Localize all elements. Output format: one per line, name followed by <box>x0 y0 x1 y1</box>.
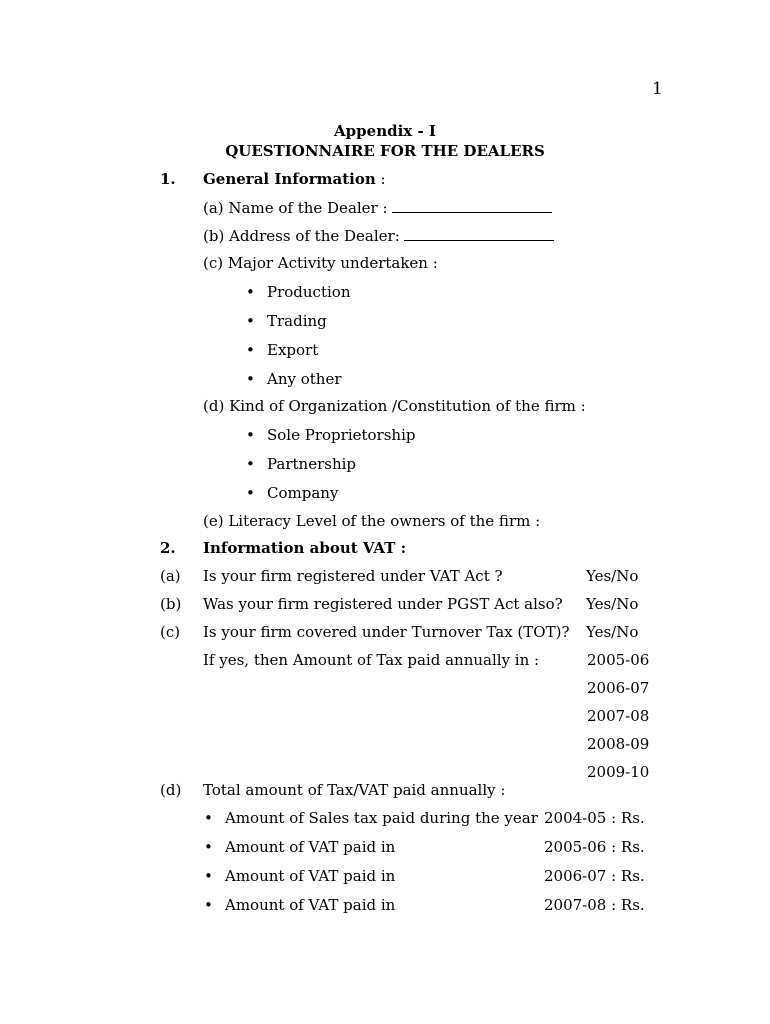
tax-item-value: 2005-06 : Rs. <box>544 838 645 856</box>
dealer-address-label: (b) Address of the Dealer: <box>203 227 400 245</box>
section2-number: 2. <box>160 539 176 557</box>
org-option-partnership: • Partnership <box>267 457 356 472</box>
activity-option-any-other: • Any other <box>267 372 342 387</box>
vat-question-a-answer: Yes/No <box>586 567 639 585</box>
dealer-address-line <box>203 228 554 244</box>
section1-heading-line <box>203 172 386 187</box>
vat-question-a-label: (a) <box>160 567 181 585</box>
vat-question-a-text: Is your firm registered under VAT Act ? <box>203 567 503 585</box>
section1-heading: General Information <box>203 170 376 188</box>
vat-question-d-text: Total amount of Tax/VAT paid annually : <box>203 781 506 799</box>
organization-kind-label: (d) Kind of Organization /Constitution of the firm : <box>203 397 586 415</box>
vat-question-b-text: Was your firm registered under PGST Act also? <box>203 595 563 613</box>
vat-question-c-answer: Yes/No <box>586 623 639 641</box>
year-2008-09: 2008-09 <box>587 735 650 753</box>
document-title: Appendix - I <box>334 122 436 140</box>
org-option-company: • Company <box>267 486 338 501</box>
dealer-name-blank[interactable] <box>392 200 552 213</box>
literacy-level-label: (e) Literacy Level of the owners of the firm : <box>203 512 541 530</box>
if-yes-text: If yes, then Amount of Tax paid annually in : <box>203 651 540 669</box>
dealer-name-label: (a) Name of the Dealer : <box>203 199 388 217</box>
tax-item-text: • Amount of VAT paid in <box>225 869 395 884</box>
activity-option-export: • Export <box>267 343 318 358</box>
section1-heading-colon: : <box>380 170 386 188</box>
vat-question-c-text: Is your firm covered under Turnover Tax (TOT)? <box>203 623 570 641</box>
major-activity-label: (c) Major Activity undertaken : <box>203 254 438 272</box>
page-number: 1 <box>652 79 663 99</box>
section2-heading: Information about VAT : <box>203 539 407 557</box>
tax-item-value: 2006-07 : Rs. <box>544 867 645 885</box>
vat-question-d-label: (d) <box>160 781 182 799</box>
tax-item-text: • Amount of Sales tax paid during the year <box>225 811 538 826</box>
dealer-address-blank[interactable] <box>404 228 554 241</box>
activity-option-production: • Production <box>267 285 350 300</box>
dealer-name-line <box>203 200 552 216</box>
activity-option-trading: • Trading <box>267 314 327 329</box>
vat-question-b-answer: Yes/No <box>586 595 639 613</box>
year-2007-08: 2007-08 <box>587 707 650 725</box>
section1-number: 1. <box>160 170 176 188</box>
tax-item-value: 2007-08 : Rs. <box>544 896 645 914</box>
year-2006-07: 2006-07 <box>587 679 650 697</box>
year-2009-10: 2009-10 <box>587 763 650 781</box>
tax-item-value: 2004-05 : Rs. <box>544 809 645 827</box>
vat-question-b-label: (b) <box>160 595 182 613</box>
year-2005-06: 2005-06 <box>587 651 650 669</box>
document-subtitle: QUESTIONNAIRE FOR THE DEALERS <box>225 142 545 160</box>
vat-question-c-label: (c) <box>160 623 181 641</box>
tax-item-text: • Amount of VAT paid in <box>225 840 395 855</box>
org-option-sole-proprietorship: • Sole Proprietorship <box>267 428 415 443</box>
tax-item-text: • Amount of VAT paid in <box>225 898 395 913</box>
